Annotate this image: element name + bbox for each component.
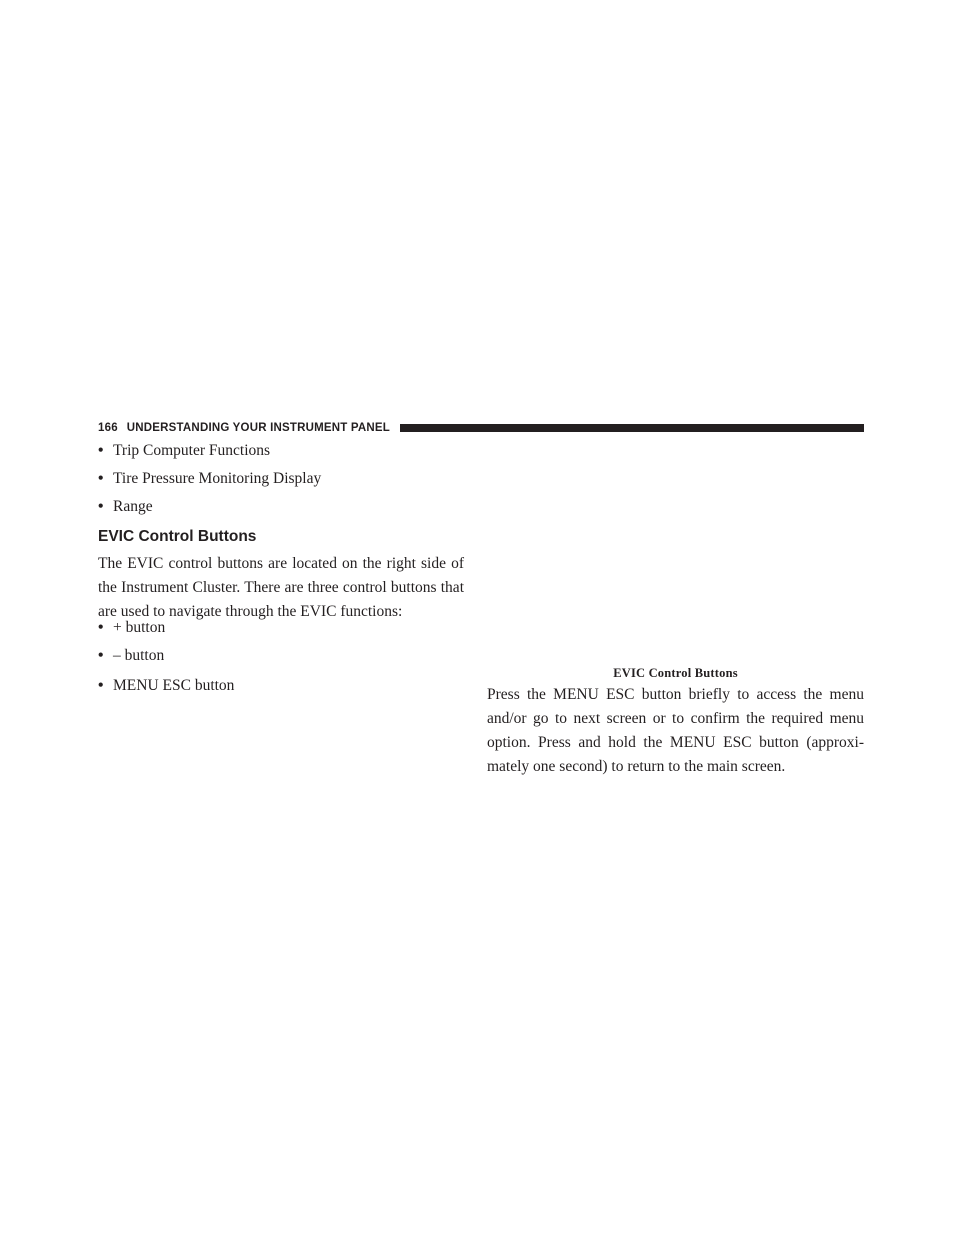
bullet-icon: • [98,498,104,515]
subheading-evic-control-buttons: EVIC Control Buttons [98,528,257,545]
list-item-trip-computer [98,441,270,461]
bullet-icon: • [98,677,104,694]
bullet-icon: • [98,647,104,664]
figure-caption: EVIC Control Buttons [613,666,738,680]
list-item-text: – button [113,647,165,664]
list-item-menu-esc-button [98,676,234,696]
list-item-text: Range [113,498,153,515]
page-number: 166 [98,422,118,434]
bullet-icon: • [98,470,104,487]
bullet-icon: • [98,619,104,636]
list-item-minus-button [98,646,164,666]
page-header [98,418,864,438]
bullet-icon: • [98,442,104,459]
intro-paragraph: The EVIC control buttons are located on the right side of the Instrument Cluster. There are three control buttons that are used to navigate through the EVIC functions: [98,555,464,620]
list-item-tire-pressure [98,469,321,489]
list-item-text: + button [113,619,166,636]
header-rule [400,424,864,432]
menu-paragraph: Press the MENU ESC button briefly to access the menu and/or go to next screen or to confirm the required menu option. Press and hold the MENU ESC button (approxi- mately one second) to return to the main screen. [487,686,864,775]
list-item-text: MENU ESC button [113,677,235,694]
section-title: UNDERSTANDING YOUR INSTRUMENT PANEL [126,422,390,434]
list-item-text: Tire Pressure Monitoring Display [113,470,322,487]
list-item-range [98,497,153,517]
list-item-text: Trip Computer Functions [113,442,271,459]
list-item-plus-button [98,618,165,638]
figure-placeholder [487,440,864,660]
